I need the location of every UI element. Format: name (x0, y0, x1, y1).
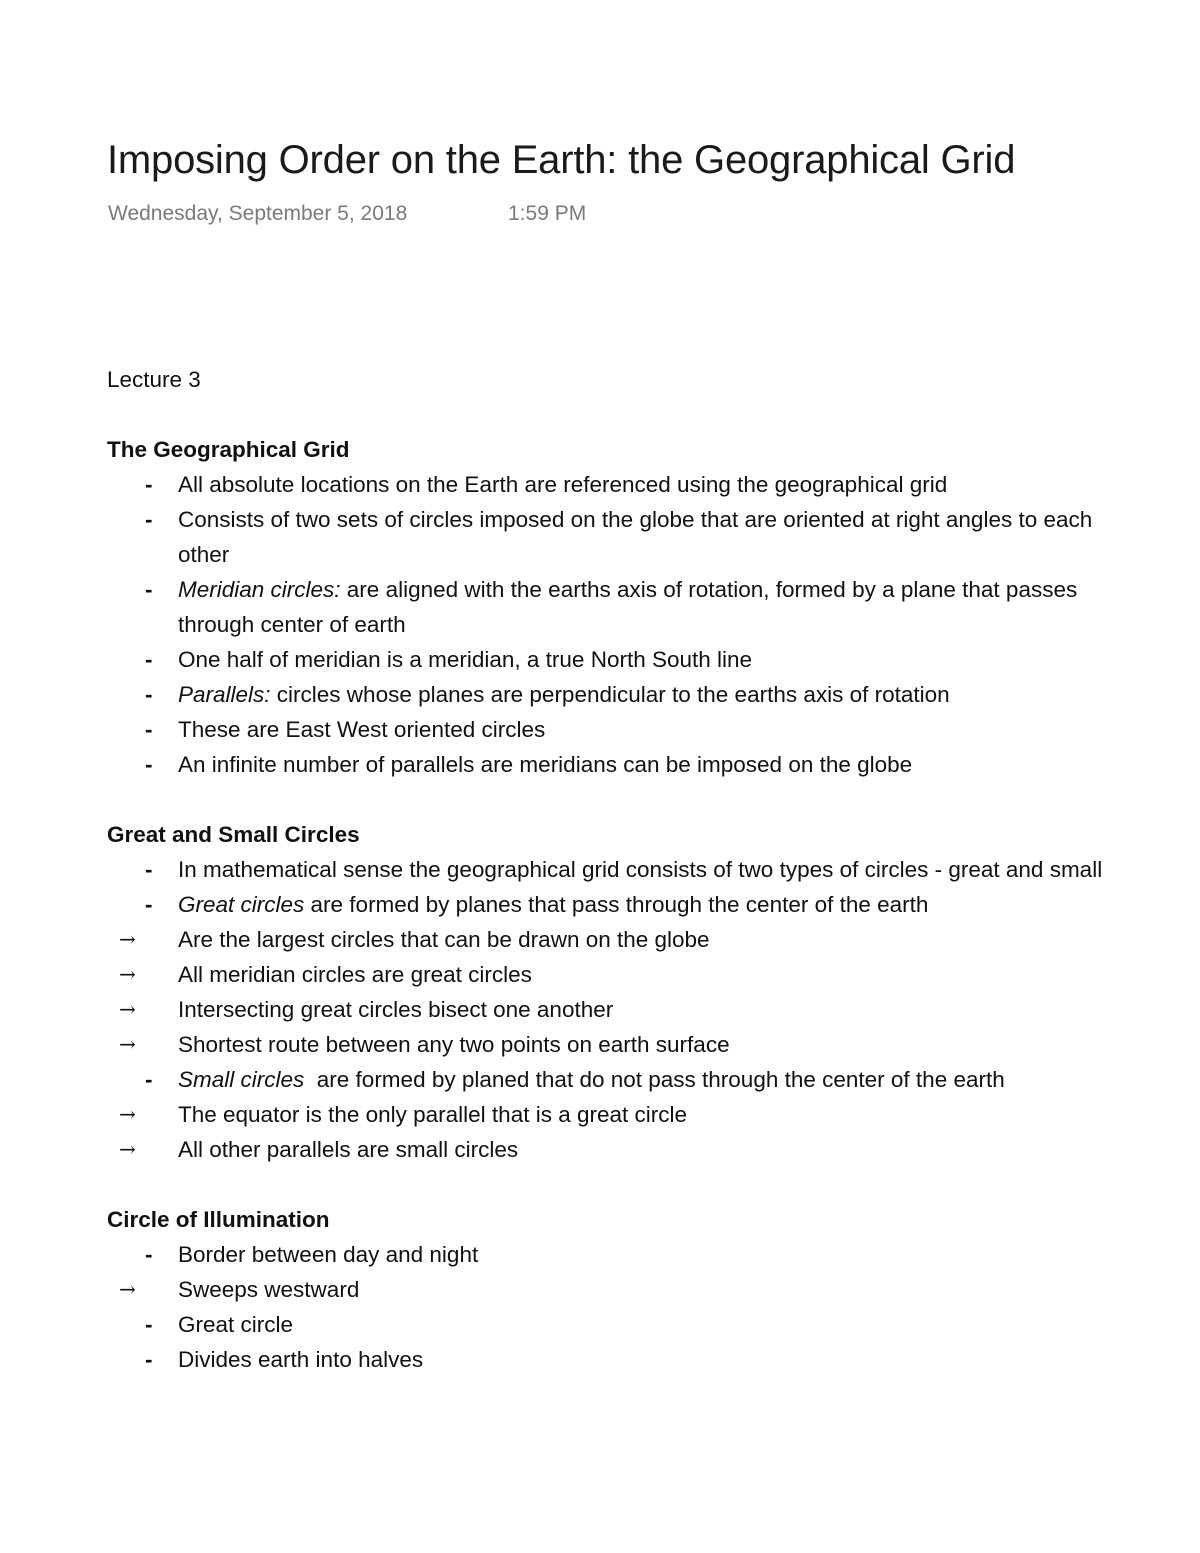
item-text: The equator is the only parallel that is a great circle (178, 1102, 688, 1127)
list-item (107, 887, 1117, 922)
list-item (107, 1132, 1117, 1167)
list-item (107, 712, 1117, 747)
item-text: An infinite number of parallels are meridians can be imposed on the globe (178, 752, 913, 777)
list-item (107, 992, 1117, 1027)
dash-bullet-icon: - (145, 577, 153, 602)
sections-container (107, 432, 1117, 1377)
item-text: In mathematical sense the geographical grid consists of two types of circles - great and small (178, 857, 1103, 882)
list-item (107, 677, 1117, 712)
section-heading: The Geographical Grid (107, 437, 350, 462)
list-item (107, 572, 1117, 642)
dash-bullet-icon: - (145, 682, 153, 707)
item-text: are formed by planed that do not pass through the center of the earth (304, 1067, 1005, 1092)
arrow-bullet-icon: → (119, 1137, 136, 1161)
arrow-bullet-icon: → (119, 1277, 136, 1301)
item-term: Parallels: (178, 682, 271, 707)
page-title: Imposing Order on the Earth: the Geographical Grid (107, 138, 1016, 182)
list-item (107, 1027, 1117, 1062)
list-item (107, 467, 1117, 502)
item-text: All other parallels are small circles (178, 1137, 519, 1162)
dash-bullet-icon: - (145, 857, 153, 882)
item-text: are formed by planes that pass through the center of the earth (304, 892, 929, 917)
item-text: Shortest route between any two points on earth surface (178, 1032, 730, 1057)
dash-bullet-icon: - (145, 472, 153, 497)
lecture-label: Lecture 3 (107, 367, 201, 392)
item-text: Sweeps westward (178, 1277, 360, 1302)
dash-bullet-icon: - (145, 1312, 153, 1337)
arrow-bullet-icon: → (119, 997, 136, 1021)
note-time: 1:59 PM (508, 202, 587, 225)
arrow-bullet-icon: → (119, 962, 136, 986)
dash-bullet-icon: - (145, 1347, 153, 1372)
section-heading: Circle of Illumination (107, 1207, 330, 1232)
note-date: Wednesday, September 5, 2018 (108, 202, 408, 225)
arrow-bullet-icon: → (119, 927, 136, 951)
section-heading: Great and Small Circles (107, 822, 360, 847)
item-text: Border between day and night (178, 1242, 479, 1267)
item-text: Great circle (178, 1312, 294, 1337)
list-item (107, 502, 1117, 572)
arrow-bullet-icon: → (119, 1032, 136, 1056)
list-item (107, 1272, 1117, 1307)
list-item (107, 1307, 1117, 1342)
list-item (107, 747, 1117, 782)
list-item (107, 852, 1117, 887)
list-item (107, 922, 1117, 957)
item-text: Consists of two sets of circles imposed on the globe that are oriented at right angles to each other (178, 507, 1099, 567)
item-term: Small circles (178, 1067, 305, 1092)
list-item (107, 642, 1117, 677)
dash-bullet-icon: - (145, 647, 153, 672)
note-body (107, 362, 1117, 1437)
list-item (107, 1342, 1117, 1377)
list-item (107, 1237, 1117, 1272)
list-item (107, 957, 1117, 992)
item-text: These are East West oriented circles (178, 717, 546, 742)
dash-bullet-icon: - (145, 1242, 153, 1267)
dash-bullet-icon: - (145, 892, 153, 917)
item-term: Great circles (178, 892, 305, 917)
item-text: are aligned with the earths axis of rotation, formed by a plane that passes through center of earth (178, 577, 1084, 637)
section-spacer (107, 1167, 1117, 1202)
dash-bullet-icon: - (145, 717, 153, 742)
dash-bullet-icon: - (145, 752, 153, 777)
arrow-bullet-icon: → (119, 1102, 136, 1126)
dash-bullet-icon: - (145, 507, 153, 532)
note-metadata (108, 200, 587, 228)
item-text: One half of meridian is a meridian, a true North South line (178, 647, 753, 672)
item-text: All absolute locations on the Earth are referenced using the geographical grid (178, 472, 948, 497)
item-text: All meridian circles are great circles (178, 962, 532, 987)
item-text: Intersecting great circles bisect one another (178, 997, 614, 1022)
dash-bullet-icon: - (145, 1067, 153, 1092)
section (107, 1202, 1117, 1377)
item-text: circles whose planes are perpendicular to the earths axis of rotation (270, 682, 950, 707)
list-item (107, 1097, 1117, 1132)
list-item (107, 1062, 1117, 1097)
section (107, 817, 1117, 1167)
section-spacer (107, 782, 1117, 817)
item-text: Divides earth into halves (178, 1347, 424, 1372)
item-text: Are the largest circles that can be drawn on the globe (178, 927, 710, 952)
section (107, 432, 1117, 782)
item-term: Meridian circles: (178, 577, 341, 602)
